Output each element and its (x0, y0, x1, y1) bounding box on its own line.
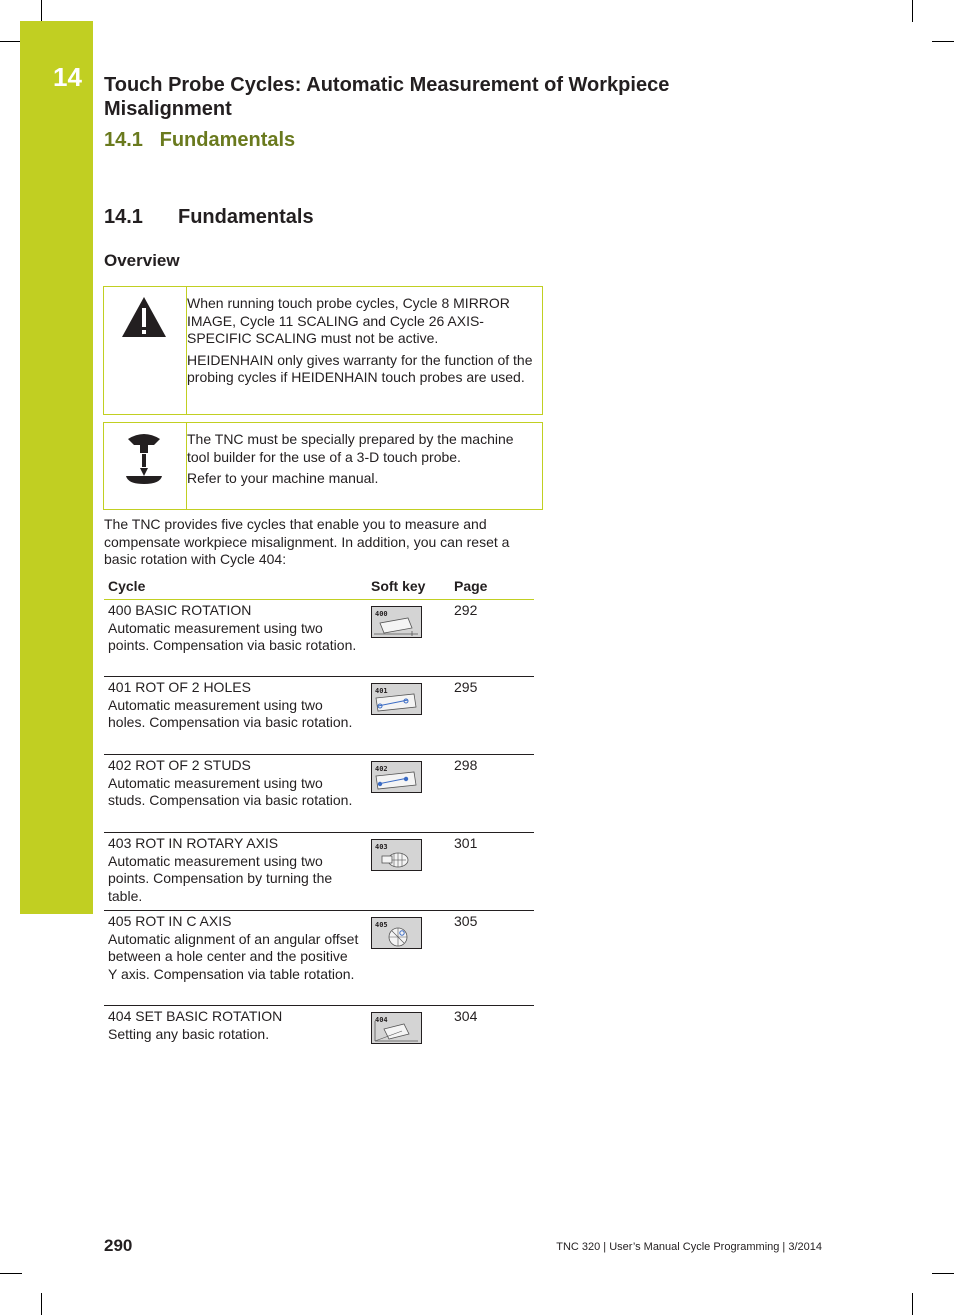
cycle-name: 401 ROT OF 2 HOLES (108, 679, 251, 695)
crop-mark (0, 41, 22, 42)
cycle-name: 400 BASIC ROTATION (108, 602, 252, 618)
page-ref: 305 (454, 913, 478, 929)
cycle-description: Automatic measurement using two studs. Compensation via basic rotation. (108, 774, 353, 808)
softkey-label: 405 (375, 921, 388, 929)
chapter-title: Touch Probe Cycles: Automatic Measurement of Workpiece Misalignment (104, 74, 670, 120)
softkey-label: 400 (375, 610, 388, 618)
cycles-table (104, 576, 534, 1066)
section-title-text: Fundamentals (178, 206, 314, 228)
cycle-description: Setting any basic rotation. (108, 1025, 270, 1042)
machine-note-paragraph: Refer to your machine manual. (187, 470, 379, 486)
page-number: 290 (104, 1236, 133, 1255)
softkey-402[interactable] (371, 761, 422, 793)
crop-mark (41, 1293, 42, 1315)
machine-note-text (187, 431, 533, 492)
cycle-cell (108, 913, 360, 983)
warning-text (187, 295, 533, 391)
warning-triangle-icon (104, 287, 186, 414)
section-title (104, 206, 314, 229)
page-ref: 298 (454, 757, 478, 773)
cycle-description: Automatic measurement using two holes. Compensation via basic rotation. (108, 696, 353, 730)
cycle-cell (108, 679, 360, 732)
cycle-name: 402 ROT OF 2 STUDS (108, 757, 251, 773)
table-row (104, 1006, 534, 1066)
crop-mark (912, 1293, 913, 1315)
page-ref: 301 (454, 835, 478, 851)
table-header (104, 576, 534, 600)
softkey-label: 401 (375, 687, 388, 695)
cycle-cell (108, 1008, 360, 1043)
cycle-description: Automatic measurement using two points. Compensation via basic rotation. (108, 619, 357, 653)
table-row (104, 677, 534, 755)
header-page: Page (454, 578, 488, 594)
running-section-header: 14.1 Fundamentals (104, 129, 296, 151)
softkey-label: 404 (375, 1016, 388, 1024)
page-ref: 295 (454, 679, 478, 695)
page-ref: 292 (454, 602, 478, 618)
softkey-403[interactable] (371, 839, 422, 871)
cycle-name: 404 SET BASIC ROTATION (108, 1008, 283, 1024)
cycle-cell (108, 757, 360, 810)
machine-note (103, 422, 543, 510)
cycle-description: Automatic alignment of an angular offset between a hole center and the positive Y axis. Compensation via table rotation. (108, 930, 359, 982)
page-ref: 304 (454, 1008, 478, 1024)
cycle-cell (108, 602, 360, 655)
softkey-401[interactable] (371, 683, 422, 715)
footer-text: TNC 320 | User’s Manual Cycle Programming | 3/2014 (556, 1241, 822, 1253)
chapter-number: 14 (53, 62, 82, 92)
header-cycle: Cycle (108, 578, 146, 594)
machine-tool-icon (104, 423, 186, 509)
table-row (104, 911, 534, 1006)
table-row (104, 755, 534, 833)
machine-note-paragraph: The TNC must be specially prepared by the machine tool builder for the use of a 3-D touch probe. (187, 431, 514, 465)
cycle-name: 403 ROT IN ROTARY AXIS (108, 835, 279, 851)
cycle-cell (108, 835, 360, 905)
warning-paragraph: HEIDENHAIN only gives warranty for the function of the probing cycles if HEIDENHAIN touch probes are used. (187, 351, 533, 385)
crop-mark (0, 1273, 22, 1274)
crop-mark (932, 41, 954, 42)
cycle-name: 405 ROT IN C AXIS (108, 913, 232, 929)
crop-mark (912, 0, 913, 22)
warning-paragraph: When running touch probe cycles, Cycle 8 MIRROR IMAGE, Cycle 11 SCALING and Cycle 26 AXIS-SPECIFIC SCALING must not be active. (187, 295, 510, 346)
header-soft-key: Soft key (371, 578, 426, 594)
cycle-description: Automatic measurement using two points. Compensation by turning the table. (108, 852, 333, 904)
softkey-400[interactable] (371, 606, 422, 638)
intro-paragraph: The TNC provides five cycles that enable you to measure and compensate workpiece misalignment. In addition, you can reset a basic rotation with Cycle 404: (104, 516, 510, 567)
table-row (104, 600, 534, 677)
crop-mark (932, 1273, 954, 1274)
crop-mark (41, 0, 42, 22)
softkey-label: 403 (375, 843, 388, 851)
softkey-405[interactable] (371, 917, 422, 949)
chapter-tab (20, 21, 93, 914)
overview-heading: Overview (104, 251, 180, 270)
section-number: 14.1 (104, 206, 143, 228)
warning-notice (103, 286, 543, 415)
table-row (104, 833, 534, 911)
softkey-404[interactable] (371, 1012, 422, 1044)
softkey-label: 402 (375, 765, 388, 773)
